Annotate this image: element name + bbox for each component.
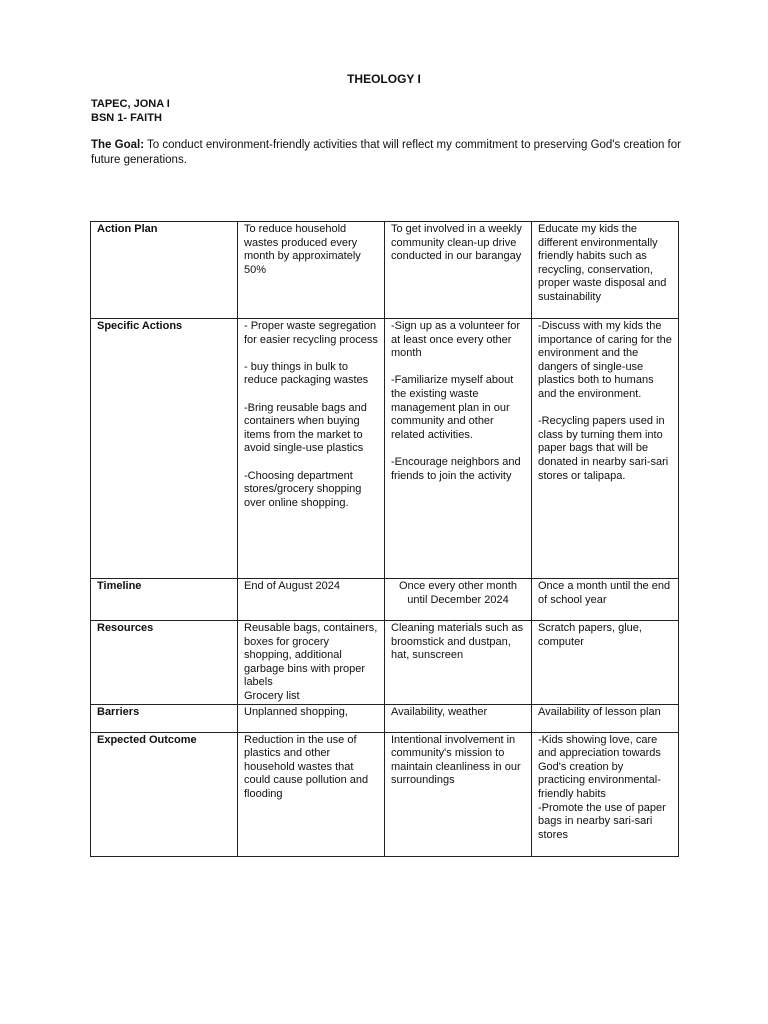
author-section: BSN 1- FAITH (91, 111, 162, 124)
goal-statement (91, 138, 681, 168)
table-row-action-plan (91, 222, 679, 319)
row-header-action-plan: Action Plan (91, 222, 238, 319)
table-cell: Availability, weather (385, 704, 532, 732)
author-block (91, 98, 170, 125)
table-cell: -Discuss with my kids the importance of caring for the environment and the dangers of single-use plastics both to humans and the environment. -Recycling papers used in class by turning them into paper bags that will be donated in nearby sari-sari stores or talipapa. (532, 319, 679, 579)
table-cell: -Sign up as a volunteer for at least once every other month -Familiarize myself about the existing waste management plan in our community and other related activities. -Encourage neighbors and friends to join the activity (385, 319, 532, 579)
table-cell: Availability of lesson plan (532, 704, 679, 732)
table-cell: Once a month until the end of school year (532, 579, 679, 621)
table-cell: Cleaning materials such as broomstick and dustpan, hat, sunscreen (385, 621, 532, 705)
table-cell: Educate my kids the different environmentally friendly habits such as recycling, conservation, proper waste disposal and sustainability (532, 222, 679, 319)
row-header-expected-outcome: Expected Outcome (91, 732, 238, 856)
table-cell: Reduction in the use of plastics and other household wastes that could cause pollution and flooding (238, 732, 385, 856)
goal-label: The Goal: (91, 139, 145, 151)
document-title: THEOLOGY I (347, 72, 421, 86)
table-cell: - Proper waste segregation for easier recycling process - buy things in bulk to reduce packaging wastes -Bring reusable bags and containers when buying items from the market to avoid single-use plastics -Choosing department stores/grocery shopping over online shopping. (238, 319, 385, 579)
author-name: TAPEC, JONA I (91, 98, 170, 110)
goal-text: To conduct environment-friendly activities that will reflect my commitment to preserving God's creation for future generations. (91, 139, 681, 166)
table-cell: Reusable bags, containers, boxes for grocery shopping, additional garbage bins with proper labels Grocery list (238, 621, 385, 705)
table-cell: Intentional involvement in community's mission to maintain cleanliness in our surroundings (385, 732, 532, 856)
table-row-timeline (91, 579, 679, 621)
table-cell: Once every other month until December 2024 (385, 579, 532, 621)
table-cell: To reduce household wastes produced every month by approximately 50% (238, 222, 385, 319)
table-row-expected-outcome (91, 732, 679, 856)
table-row-resources (91, 621, 679, 705)
row-header-specific-actions: Specific Actions (91, 319, 238, 579)
table-cell: Scratch papers, glue, computer (532, 621, 679, 705)
table-cell: To get involved in a weekly community clean-up drive conducted in our barangay (385, 222, 532, 319)
table-row-specific-actions (91, 319, 679, 579)
table-row-barriers (91, 704, 679, 732)
row-header-resources: Resources (91, 621, 238, 705)
table-cell: End of August 2024 (238, 579, 385, 621)
row-header-timeline: Timeline (91, 579, 238, 621)
table-cell: -Kids showing love, care and appreciation towards God's creation by practicing environmental-friendly habits -Promote the use of paper bags in nearby sari-sari stores (532, 732, 679, 856)
action-plan-table (90, 221, 679, 857)
row-header-barriers: Barriers (91, 704, 238, 732)
table-cell: Unplanned shopping, (238, 704, 385, 732)
